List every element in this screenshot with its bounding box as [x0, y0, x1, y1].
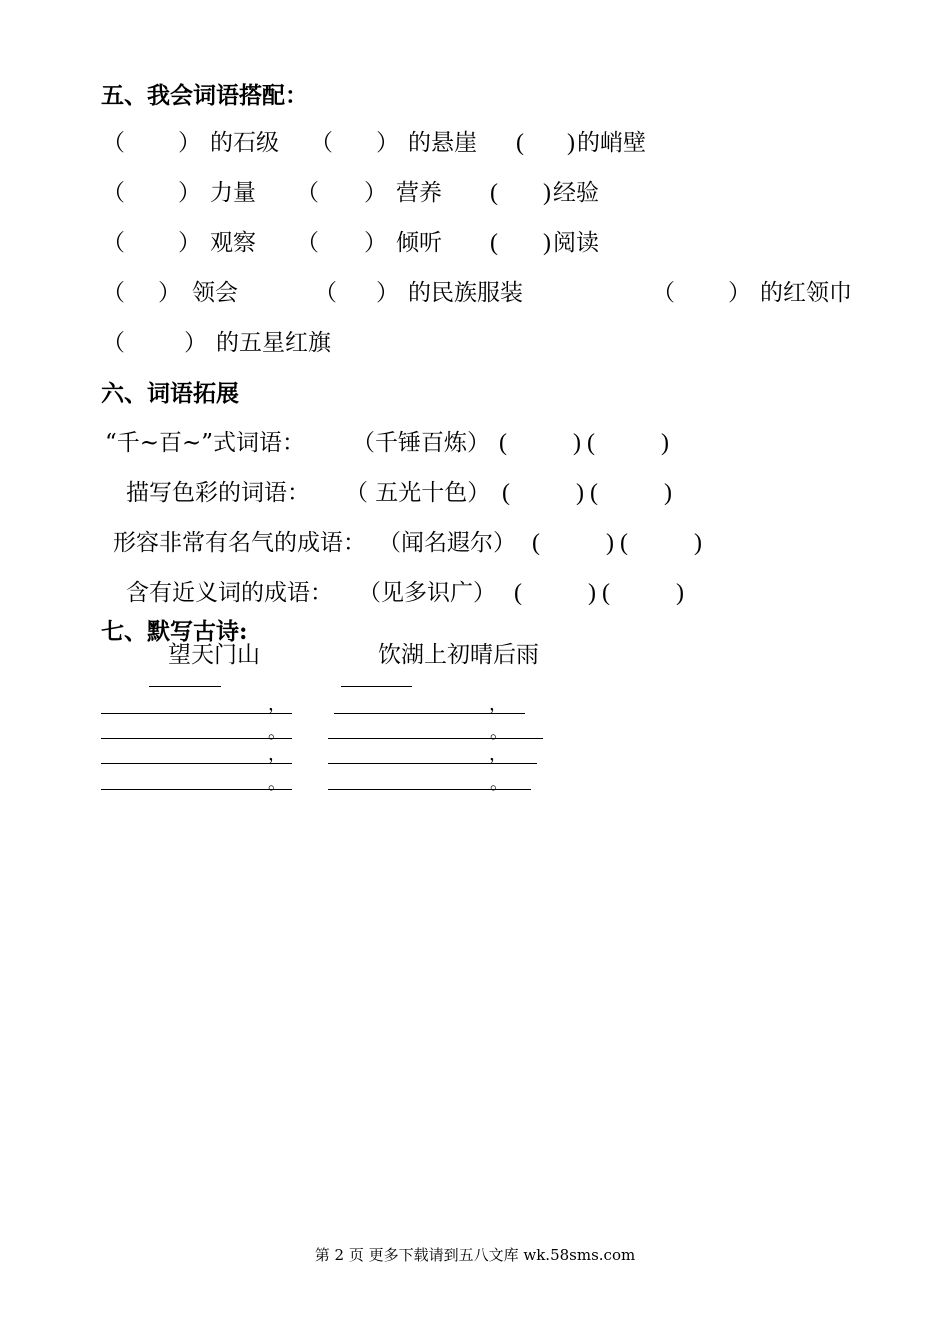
blank-open: （ — [102, 280, 125, 306]
collocation-word: 的红领巾 — [760, 280, 852, 306]
answer-blank-open: ( — [590, 480, 598, 506]
blank-open: （ — [296, 180, 319, 206]
blank-close: ） — [178, 230, 201, 256]
blank-open: （ — [310, 130, 333, 156]
line-comma: ， — [489, 744, 507, 765]
blank-open: ( — [490, 230, 498, 256]
author-blank-1 — [149, 686, 221, 687]
expansion-label: 描写色彩的词语： — [126, 480, 310, 506]
answer-blank-close: ) — [676, 580, 684, 606]
line-period: 。 — [268, 722, 286, 743]
page-footer: 第 2 页 更多下载请到五八文库 wk.58sms.com — [314, 1246, 636, 1264]
expansion-label: “千~百~”式词语： — [105, 430, 306, 456]
blank-close: ） — [364, 180, 387, 206]
blank-close: ) — [567, 130, 575, 156]
collocation-word: 倾听 — [396, 230, 442, 256]
answer-blank-close: ) — [606, 530, 614, 556]
blank-close: ) — [543, 180, 551, 206]
section-5-heading: 五、我会词语搭配： — [101, 82, 308, 109]
collocation-word: 领会 — [192, 280, 238, 306]
poem-1-line — [101, 713, 292, 714]
blank-open: （ — [652, 280, 675, 306]
collocation-word: 的民族服装 — [408, 280, 523, 306]
blank-open: （ — [102, 130, 125, 156]
poem-1-line — [101, 738, 292, 739]
collocation-word: 经验 — [553, 180, 599, 206]
blank-close: ） — [178, 130, 201, 156]
expansion-example: （千锤百炼） — [352, 430, 490, 456]
poem-title-1: 望天门山 — [168, 642, 260, 668]
answer-blank-open: ( — [532, 530, 540, 556]
line-period: 。 — [268, 773, 286, 794]
collocation-word: 的石级 — [210, 130, 279, 156]
poem-2-line — [328, 738, 543, 739]
expansion-example: （见多识广） — [358, 580, 496, 606]
collocation-word: 的五星红旗 — [216, 330, 331, 356]
blank-close: ） — [376, 280, 399, 306]
answer-blank-close: ) — [661, 430, 669, 456]
expansion-label: 形容非常有名气的成语： — [113, 530, 366, 556]
blank-close: ） — [728, 280, 751, 306]
line-comma: ， — [268, 744, 286, 765]
answer-blank-close: ) — [664, 480, 672, 506]
blank-open: ( — [490, 180, 498, 206]
answer-blank-open: ( — [502, 480, 510, 506]
poem-1-line — [101, 763, 292, 764]
blank-open: （ — [102, 330, 125, 356]
collocation-word: 的峭壁 — [577, 130, 646, 156]
blank-open: （ — [314, 280, 337, 306]
line-period: 。 — [490, 773, 508, 794]
answer-blank-close: ) — [588, 580, 596, 606]
poem-1-line — [101, 789, 292, 790]
author-blank-2 — [341, 686, 412, 687]
expansion-example: （闻名遐尔） — [378, 530, 516, 556]
blank-open: ( — [516, 130, 524, 156]
collocation-word: 力量 — [210, 180, 256, 206]
answer-blank-open: ( — [514, 580, 522, 606]
poem-title-2: 饮湖上初晴后雨 — [378, 642, 539, 668]
answer-blank-open: ( — [620, 530, 628, 556]
line-period: 。 — [490, 722, 508, 743]
blank-open: （ — [102, 230, 125, 256]
answer-blank-open: ( — [587, 430, 595, 456]
answer-blank-close: ) — [573, 430, 581, 456]
answer-blank-close: ) — [694, 530, 702, 556]
blank-close: ） — [184, 330, 207, 356]
line-comma: ， — [489, 694, 507, 715]
line-comma: ， — [268, 694, 286, 715]
collocation-word: 阅读 — [553, 230, 599, 256]
answer-blank-open: ( — [602, 580, 610, 606]
answer-blank-open: ( — [499, 430, 507, 456]
collocation-word: 的悬崖 — [408, 130, 477, 156]
blank-close: ） — [364, 230, 387, 256]
blank-close: ) — [543, 230, 551, 256]
section-7-heading: 七、默写古诗: — [101, 618, 248, 645]
expansion-label: 含有近义词的成语： — [126, 580, 333, 606]
collocation-word: 营养 — [396, 180, 442, 206]
answer-blank-close: ) — [576, 480, 584, 506]
collocation-word: 观察 — [210, 230, 256, 256]
blank-open: （ — [102, 180, 125, 206]
blank-open: （ — [296, 230, 319, 256]
blank-close: ） — [376, 130, 399, 156]
expansion-example: （ 五光十色） — [345, 480, 491, 506]
section-6-heading: 六、词语拓展 — [101, 380, 239, 407]
blank-close: ） — [178, 180, 201, 206]
blank-close: ） — [158, 280, 181, 306]
